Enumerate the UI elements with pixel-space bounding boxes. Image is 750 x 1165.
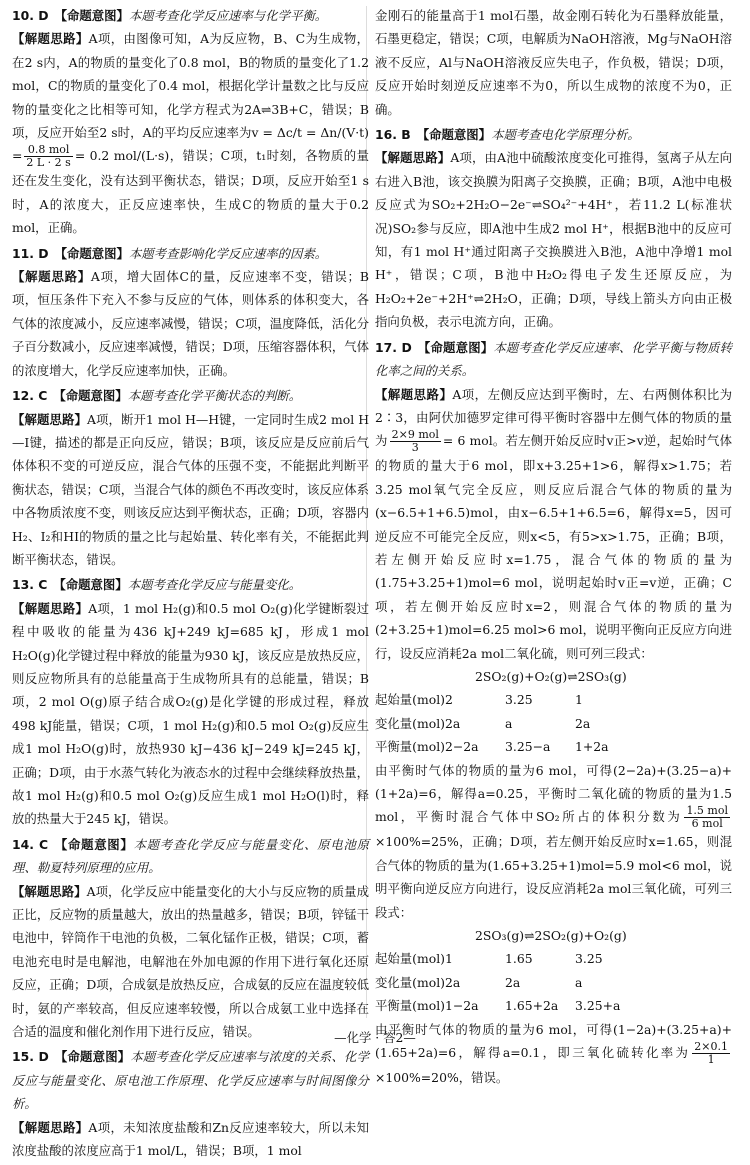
solution-tag: 【解题思路】 xyxy=(12,1119,89,1135)
solution-text: 由平衡时气体的物质的量为6 mol，可得(2−2a)+(3.25−a)+(1+2a)=6，解得a=0.25，平衡时二氧化硫的物质的量为1.5 mol，平衡时混合气体中SO₂所占的体积分数为 xyxy=(375,762,732,825)
solution-text: A项，增大固体C的量，反应速率不变，错误；B项，恒压条件下充入不参与反应的气体，则体系的体积变大，各气体的浓度减小，反应速率减慢，错误；C项，温度降低，活化分子百分数减小，反应速率减慢，错误；D项，压缩容器体积，气体的浓度增大，化学反应速率加快，正确。 xyxy=(12,269,369,378)
solution-tag: 【解题思路】 xyxy=(12,600,89,616)
table-cell: 变化量(mol) xyxy=(375,715,446,731)
table-cell: a xyxy=(575,974,583,990)
solution-tag: 【解题思路】 xyxy=(12,883,87,899)
solution-text: = 6 mol。若左侧开始反应时 xyxy=(442,433,607,449)
answer-13 xyxy=(12,573,369,830)
page-footer: —化学 · 答2— xyxy=(334,1030,416,1045)
solution-text: A项，未知浓度盐酸和Zn反应速率较大，所以未知浓度盐酸的浓度应高于1 mol/L，错误；B项，1 mol xyxy=(12,1119,370,1159)
table-cell: a xyxy=(505,715,513,731)
intent-tag: 【命题意图】 xyxy=(53,577,128,593)
solution-tag: 【解题思路】 xyxy=(12,31,89,47)
table-cell: 起始量(mol) xyxy=(375,692,446,708)
answer-number: 10. D xyxy=(12,8,49,23)
chemical-equation: 2SO₂(g)+O₂(g)⇌2SO₃(g) xyxy=(475,668,627,684)
rate-result: = 0.2 mol/(L·s)， xyxy=(74,148,183,164)
solution-text-cont: 错误；C项，t₁时刻，各物质的量还在发生变化，没有达到平衡状态，错误；D项，反应开始至1 s时，A的浓度大，正反应速率快，生成C的物质的量大于0.2 mol，正确。 xyxy=(12,148,369,236)
fraction-numerator: 2×0.1 xyxy=(694,1040,728,1054)
intent-tag: 【命题意图】 xyxy=(416,127,492,143)
answer-15-continued xyxy=(375,4,732,121)
table-cell: 起始量(mol) xyxy=(375,951,446,967)
solution-text: A项，1 mol H₂(g)和0.5 mol O₂(g)化学键断裂过程中吸收的能量为436 kJ+249 kJ=685 kJ，形成1 mol H₂O(g)化学键过程中释放的能量为930 kJ，该反应是放热反应，则反应物所具有的总能量高于生成物所具有的总能量，错误；B项，2 mol O(g)原子结合成O₂(g)是化学键的形成过程，释放498 kJ能量，错误；C项，1 mol H₂(g)和0.5 mol O₂(g)反应生成1 mol H₂O(g)时，放热930 kJ−436 kJ−249 kJ=245 kJ，正确；D项，由于水蒸气转化为液态水的过程中会继续释放热量，故1 mol H₂(g)和0.5 mol O₂(g)反应生成1 mol H₂O(l)时，释放的热量大于245 kJ，错误。 xyxy=(12,600,370,827)
fraction-denominator: 3 xyxy=(411,441,419,455)
fraction-numerator: 2×9 mol xyxy=(391,428,439,442)
answer-11 xyxy=(12,242,369,382)
answer-number: 12. C xyxy=(12,388,48,404)
fraction-numerator: 1.5 mol xyxy=(686,804,728,818)
answer-number: 15. D xyxy=(12,1049,49,1065)
solution-text: A项，化学反应中能量变化的大小与反应物的质量成正比，反应物的质量越大，放出的热量越多，错误；B项，锌锰干电池中，锌筒作干电池的负极，二氧化锰作正极，错误；C项，蓄电池充电时是电解池，电解池在外加电源的作用下进行氧化还原反应，正确；D项，合成氨是放热反应，合成氨的反应在温度较低时，氨的产率较高，但反应速率较慢，所以合成氨工业中选择在合适的温度和催化剂作用下进行反应，错误。 xyxy=(12,883,370,1040)
table-cell: 1 xyxy=(445,951,453,967)
fraction-denominator: 6 mol xyxy=(691,817,723,831)
left-column xyxy=(12,4,369,1165)
solution-text: 金刚石的能量高于1 mol石墨，故金刚石转化为石墨释放能量，石墨更稳定，错误；C项，电解质为NaOH溶液，Mg与NaOH溶液不反应，Al与NaOH溶液反应失电子，作负极，错误；D项，反应开始时刻逆反应速率不为0，所以生成物的浓度不为0，正确。 xyxy=(375,8,732,117)
fraction-denominator: 1 xyxy=(707,1053,715,1067)
intent-text: 本题考查化学反应与能量变化。 xyxy=(127,577,302,593)
table-cell: 2a xyxy=(505,974,521,990)
answer-14 xyxy=(12,833,369,1044)
intent-tag: 【命题意图】 xyxy=(54,245,129,261)
solution-text: A项，由A池中硫酸浓度变化可推得，氢离子从左向右进入B池，该交换膜为阳离子交换膜，正确；B项，A池中电极反应式为SO₂+2H₂O−2e⁻⇌SO₄²⁻+4H⁺，若11.2 L(标准状况)SO₂参与反应，即A池中生成2 mol H⁺，根据B池中的反应可知，有1 mol H⁺通过阳离子交换膜进入B池，A池中净增1 mol H⁺，错误；C项，B池中H₂O₂得电子发生还原反应，为H₂O₂+2e⁻+2H⁺⇌2H₂O，正确；D项，导线上箭头方向由正极指向负极，表示电流方向，正确。 xyxy=(375,150,732,330)
intent-text: 本题考查化学反应与能量变化、原电池原理、勒夏特列原理的应用。 xyxy=(12,836,370,876)
answer-12 xyxy=(12,384,369,571)
table-cell: 3.25+a xyxy=(575,998,621,1014)
fraction xyxy=(390,429,441,454)
intent-text: 本题考查化学反应速率、化学平衡与物质转化率之间的关系。 xyxy=(375,339,732,379)
solution-text: A项，由图像可知，A为反应物，B、C为生成物，在2 s内，A的物质的量变化了0.8 mol，B的物质的量变化了1.2 mol，C的物质的量变化了0.4 mol，根据化学计量数之比与反应物的量变化之比相等可知，化学方程式为2A⇌3B+C，错误；B项，反应开始至2 s时，A的平均反应速率为 xyxy=(12,31,370,141)
table-cell: 2 xyxy=(445,692,453,708)
solution-text: ×100%=25%，正确；D项，若左侧开始反应时x=1.65，则混合气体的物质的量为(1.65+3.25+1)mol=5.9 mol<6 mol，说明平衡向逆反应方向进行，设反应消耗2a mol三氧化硫，可列三段式： xyxy=(375,834,732,920)
fraction-denominator: 2 L · 2 s xyxy=(26,156,71,170)
solution-text: 由平衡时气体的物质的量为6 mol，可得(1−2a)+(3.25+a)+(1.65+2a)=6，解得a=0.1，即三氧化硫转化率为 xyxy=(375,1021,732,1061)
table-cell: 1.65+2a xyxy=(505,998,559,1014)
intent-text: 本题考查化学反应速率与浓度的关系、化学反应与能量变化、原电池工作原理、化学反应速率与时间图像分析。 xyxy=(12,1049,369,1112)
intent-tag: 【命题意图】 xyxy=(54,8,129,23)
fraction xyxy=(24,144,72,169)
table-cell: 3.25−a xyxy=(505,739,551,755)
solution-tag: 【解题思路】 xyxy=(12,411,87,427)
intent-tag: 【命题意图】 xyxy=(53,388,128,404)
answer-number: 16. B xyxy=(375,127,411,143)
table-cell: 3.25 xyxy=(575,951,603,967)
table-cell: 1 xyxy=(575,692,583,708)
solution-tag: 【解题思路】 xyxy=(375,150,451,166)
answer-10 xyxy=(12,4,369,240)
answer-number: 11. D xyxy=(12,245,49,261)
fraction xyxy=(684,805,730,830)
table-cell: 2a xyxy=(445,715,461,731)
answer-16 xyxy=(375,123,732,334)
table-cell: 平衡量(mol) xyxy=(375,998,446,1014)
table-cell: 变化量(mol) xyxy=(375,974,446,990)
intent-text: 本题考查影响化学反应速率的因素。 xyxy=(128,245,328,261)
table-cell: 1.65 xyxy=(505,951,533,967)
table-cell: 2a xyxy=(575,715,591,731)
right-column xyxy=(375,4,732,1091)
chemical-equation: 2SO₃(g)⇌2SO₂(g)+O₂(g) xyxy=(475,928,627,944)
answer-number: 14. C xyxy=(12,836,49,852)
intent-text: 本题考查化学反应速率与化学平衡。 xyxy=(128,8,328,23)
table-cell: 3.25 xyxy=(505,692,533,708)
answer-number: 17. D xyxy=(375,339,412,355)
answer-15 xyxy=(12,1045,369,1162)
intent-text: 本题考查化学平衡状态的判断。 xyxy=(127,388,302,404)
rate-expression: v = Δc/t = Δn/(V·t) = xyxy=(12,125,369,164)
three-stage-table-2 xyxy=(375,947,732,1017)
answer-number: 13. C xyxy=(12,577,48,593)
table-cell: 2−2a xyxy=(445,739,479,755)
table-cell: 平衡量(mol) xyxy=(375,739,446,755)
intent-text: 本题考查电化学原理分析。 xyxy=(491,127,640,143)
solution-tag: 【解题思路】 xyxy=(375,386,453,402)
table-cell: 2a xyxy=(445,974,461,990)
solution-text: v正>v逆，起始时气体的物质的量大于6 mol，即x+3.25+1>6，解得x>1.75；若3.25 mol氧气完全反应，则反应后混合气体的物质的量为(x−6.5+1+6.5)mol，由x−6.5+1+6.5=6，解得x=5，因可逆反应不可能完全反应，则x<5，有5>x>1.75，正确；B项，若左侧开始反应时x=1.75，混合气体的物质的量为(1.75+3.25+1)mol=6 mol，说明起始时v正=v逆，正确；C项，若左侧开始反应时x=2，则混合气体的物质的量为(2+3.25+1)mol=6.25 mol>6 mol，说明平衡向正反应方向进行，设反应消耗2a mol二氧化硫，则可列三段式： xyxy=(375,433,733,661)
intent-tag: 【命题意图】 xyxy=(417,339,494,355)
table-cell: 1−2a xyxy=(445,998,479,1014)
table-cell: 1+2a xyxy=(575,739,609,755)
solution-text: ×100%=20%，错误。 xyxy=(375,1070,509,1086)
solution-tag: 【解题思路】 xyxy=(12,269,91,285)
answer-17 xyxy=(375,336,732,1090)
solution-text: A项，断开1 mol H—H键，一定同时生成2 mol H—I键，描述的都是正向反应，错误；B项，该反应是反应前后气体体积不变的可逆反应，混合气体的压强不变，不能据此判断平衡状态，错误；C项，当混合气体的颜色不再改变时，该反应体系中各物质浓度不变，则该反应达到平衡状态，正确；D项，容器内H₂、I₂和HI的物质的量之比与起始量、转化率有关，不能据此判断平衡状态，错误。 xyxy=(12,411,370,567)
intent-tag: 【命题意图】 xyxy=(54,836,134,852)
intent-tag: 【命题意图】 xyxy=(54,1049,131,1065)
fraction-numerator: 0.8 mol xyxy=(24,144,72,157)
three-stage-table-1 xyxy=(375,688,732,758)
solution-text: A项，左侧反应达到平衡时，左、右两侧体积比为2∶3，由阿伏加德罗定律可得平衡时容器中左侧气体的物质的量为 xyxy=(375,386,732,449)
